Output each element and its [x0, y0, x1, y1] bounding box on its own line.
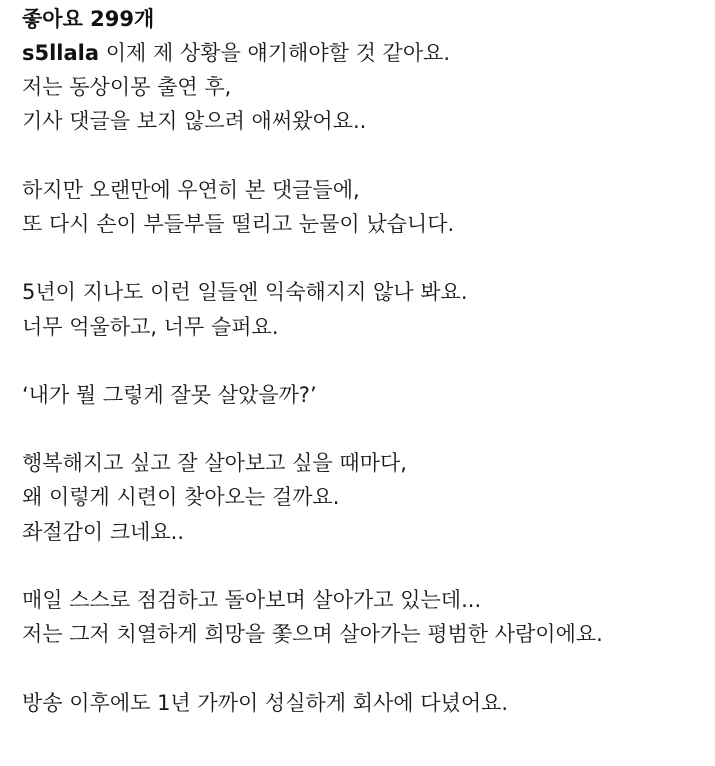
caption-line: 매일 스스로 점검하고 돌아보며 살아가고 있는데... — [22, 588, 482, 612]
caption-line: ‘내가 뭘 그렇게 잘못 살았을까?’ — [22, 382, 317, 407]
caption-blank-line — [22, 412, 715, 446]
caption-line: 좌절감이 크네요.. — [22, 519, 185, 544]
caption-line: 너무 억울하고, 너무 슬퍼요. — [22, 314, 279, 339]
caption-line: 방송 이후에도 1년 가까이 성실하게 회사에 다녔어요. — [22, 690, 509, 715]
caption-line: 저는 그저 치열하게 희망을 쫓으며 살아가는 평범한 사람이에요. — [22, 622, 603, 647]
username-link[interactable]: s5llala — [22, 41, 100, 65]
likes-count[interactable]: 좋아요 299개 — [22, 7, 155, 31]
caption-blank-line — [22, 241, 715, 275]
caption-blank-line — [22, 344, 715, 378]
post-caption — [22, 36, 715, 720]
caption-blank-line — [22, 139, 715, 173]
caption-blank-line — [22, 549, 715, 583]
caption-line: 하지만 오랜만에 우연히 본 댓글들에, — [22, 177, 360, 202]
caption-blank-line — [22, 651, 715, 685]
caption-line: 저는 동상이몽 출연 후, — [22, 75, 232, 100]
caption-line: 또 다시 손이 부들부들 떨리고 눈물이 났습니다. — [22, 211, 455, 236]
caption-text: 이제 제 상황을 얘기해야할 것 같아요. — [99, 41, 451, 65]
caption-first-line — [22, 36, 715, 70]
caption-line: 기사 댓글을 보지 않으려 애써왔어요.. — [22, 109, 367, 134]
caption-line: 왜 이렇게 시련이 찾아오는 걸까요. — [22, 485, 340, 510]
caption-line: 5년이 지나도 이런 일들엔 익숙해지지 않나 봐요. — [22, 280, 468, 305]
caption-line: 행복해지고 싶고 잘 살아보고 싶을 때마다, — [22, 451, 407, 476]
